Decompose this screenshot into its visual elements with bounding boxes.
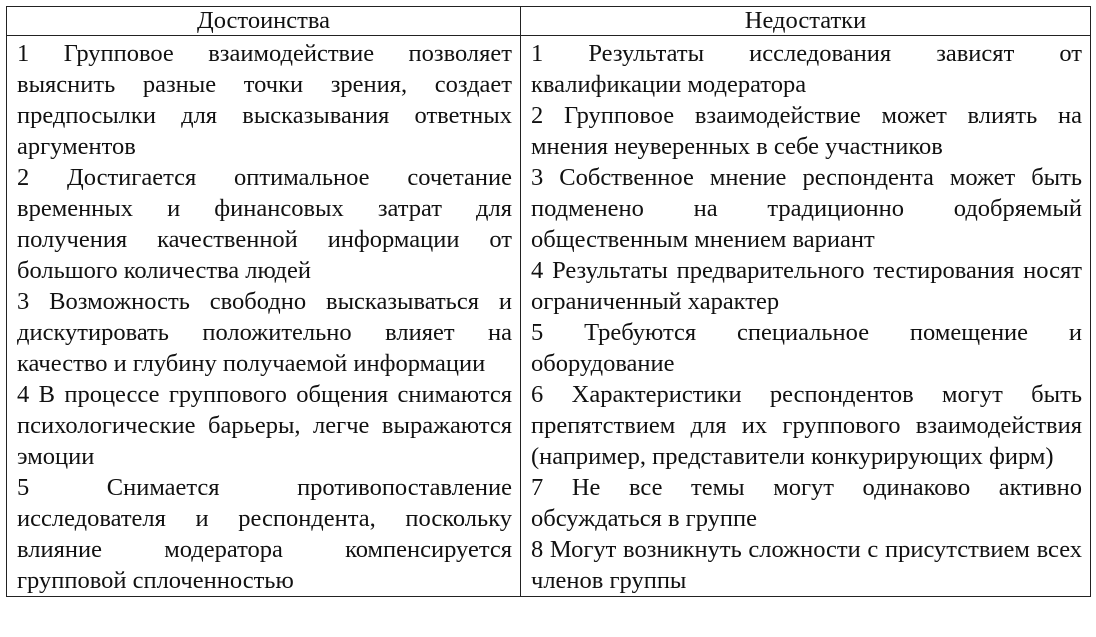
content-row <box>7 36 1091 597</box>
header-advantages: Достоинства <box>7 7 521 36</box>
advantage-item: 5 Снимается противопоставление исследователя и респондента, поскольку влияние модератора компенсируется групповой сплоченностью <box>17 474 512 594</box>
disadvantage-item: 4 Результаты предварительного тестирования носят ограниченный характер <box>531 257 1082 315</box>
disadvantage-item: 1 Результаты исследования зависят от квалификации модератора <box>531 40 1082 98</box>
disadvantage-item: 2 Групповое взаимодействие может влиять на мнения неуверенных в себе участников <box>531 102 1082 160</box>
advantage-item: 4 В процессе группового общения снимаются психологические барьеры, легче выражаются эмоции <box>17 381 512 470</box>
header-disadvantages: Недостатки <box>521 7 1091 36</box>
disadvantages-cell <box>521 36 1091 597</box>
disadvantage-item: 8 Могут возникнуть сложности с присутствием всех членов группы <box>531 536 1082 594</box>
advantages-cell <box>7 36 521 597</box>
disadvantage-item: 5 Требуются специальное помещение и оборудование <box>531 319 1082 377</box>
disadvantage-item: 6 Характеристики респондентов могут быть препятствием для их группового взаимодействия (например, представители конкурирующих фирм) <box>531 381 1082 470</box>
document <box>6 6 1090 597</box>
disadvantage-item: 3 Собственное мнение респондента может быть подменено на традиционно одобряемый общественным мнением вариант <box>531 164 1082 253</box>
pros-cons-table <box>6 6 1091 597</box>
advantage-item: 2 Достигается оптимальное сочетание временных и финансовых затрат для получения качественной информации от большого количества людей <box>17 164 512 284</box>
advantage-item: 3 Возможность свободно высказываться и дискутировать положительно влияет на качество и глубину получаемой информации <box>17 288 512 377</box>
advantage-item: 1 Групповое взаимодействие позволяет выяснить разные точки зрения, создает предпосылки для высказывания ответных аргументов <box>17 40 512 160</box>
disadvantage-item: 7 Не все темы могут одинаково активно обсуждаться в группе <box>531 474 1082 532</box>
header-row <box>7 7 1091 36</box>
